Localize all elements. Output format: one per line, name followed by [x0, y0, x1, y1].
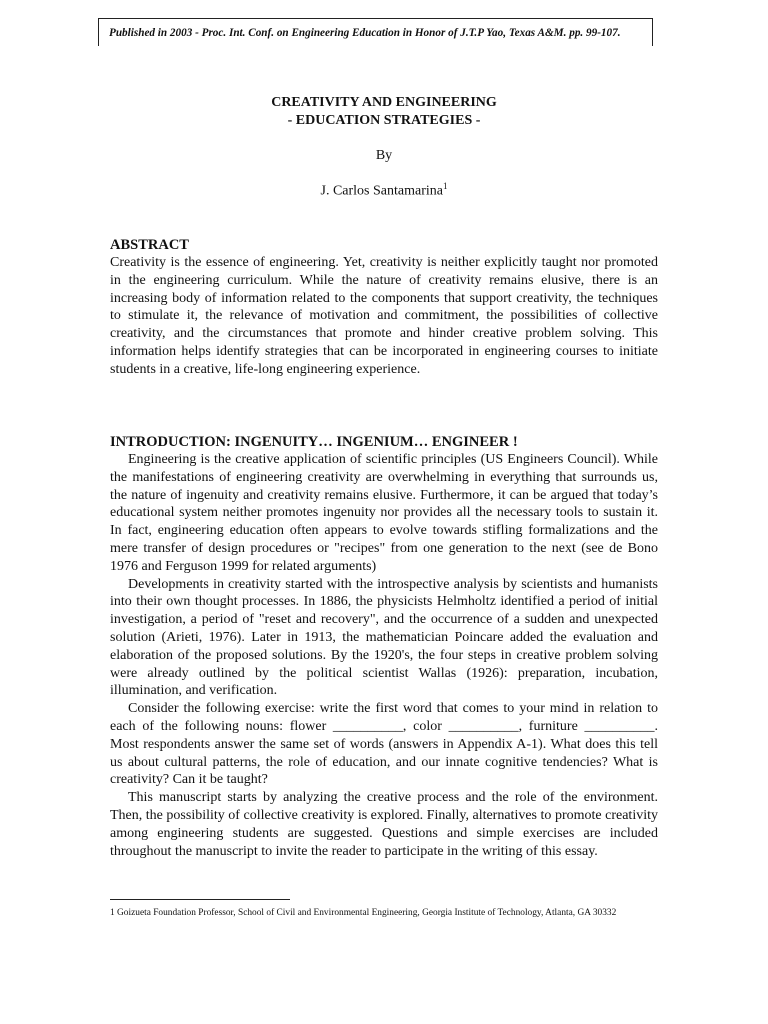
author-footnote-mark: 1 [442, 181, 448, 191]
intro-paragraph-2: Developments in creativity started with the introspective analysis by scientists and humanists into their own thought processes. In 1886, the physicists Helmholtz identified a period of initial investigation, a period of "reset and recovery", and the occurrence of a sudden and unexpected solution (Arieti, 1976). Later in 1913, the mathematician Poincare added the evaluation and elaboration of the proposed solutions. By the 1920's, the four steps in creative problem solving were already outlined by the political scientist Wallas (1926): preparation, incubation, illumination, and verification. [110, 576, 658, 699]
footnote-divider [110, 899, 290, 900]
author-name: J. Carlos Santamarina [320, 183, 443, 199]
introduction-section [110, 433, 658, 860]
byline-by: By [375, 148, 393, 163]
abstract-text: Creativity is the essence of engineering. Yet, creativity is neither explicitly taught nor promoted in the engineering curriculum. While the nature of creativity remains elusive, there is an increasing body of information related to the components that support creativity, the techniques to stimulate it, the relevance of motivation and commitment, the possibilities of collective creativity, and the circumstances that promote and hinder creative problem solving. This information helps identify strategies that can be incorporated in engineering courses to initiate students in a creative, life-long engineering experience. [110, 255, 658, 377]
publication-note: Published in 2003 - Proc. Int. Conf. on Engineering Education in Honor of J.T.P Yao, Texas A&M. pp. 99-107. [98, 18, 653, 46]
abstract-section [110, 236, 658, 379]
footnote: 1 Goizueta Foundation Professor, School of Civil and Environmental Engineering, Georgia Institute of Technology, Atlanta, GA 30332 [110, 908, 617, 918]
paper-subtitle: - EDUCATION STRATEGIES - [287, 113, 481, 128]
intro-paragraph-3: Consider the following exercise: write the first word that comes to your mind in relation to each of the following nouns: flower __________, color __________, furniture __________. Most respondents answer the same set of words (answers in Appendix A-1). What does this tell us about cultural patterns, the role of education, and our innate cognitive tendencies? What is creativity? Can it be taught? [110, 701, 658, 788]
paper-title: CREATIVITY AND ENGINEERING [271, 95, 497, 110]
abstract-heading: ABSTRACT [110, 237, 189, 253]
introduction-heading: INTRODUCTION: INGENUITY… INGENIUM… ENGINEER ! [110, 434, 518, 450]
intro-paragraph-1: Engineering is the creative application of scientific principles (US Engineers Council). While the manifestations of engineering creativity are overwhelming in everything that surrounds us, the nature of ingenuity and creativity remains elusive. Furthermore, it can be argued that today’s educational system neither promotes ingenuity nor provides all the necessary tools to sustain it. In fact, engineering education often appears to evolve towards stifling formalizations and the mere transfer of design procedures or "recipes" from one generation to the next (see de Bono 1976 and Ferguson 1999 for related arguments) [110, 452, 658, 574]
author-line [0, 181, 768, 200]
intro-paragraph-4: This manuscript starts by analyzing the creative process and the role of the environment. Then, the possibility of collective creativity is explored. Finally, alternatives to promote creativity among engineering students are suggested. Questions and simple exercises are included throughout the manuscript to invite the reader to participate in the writing of this essay. [110, 790, 658, 859]
